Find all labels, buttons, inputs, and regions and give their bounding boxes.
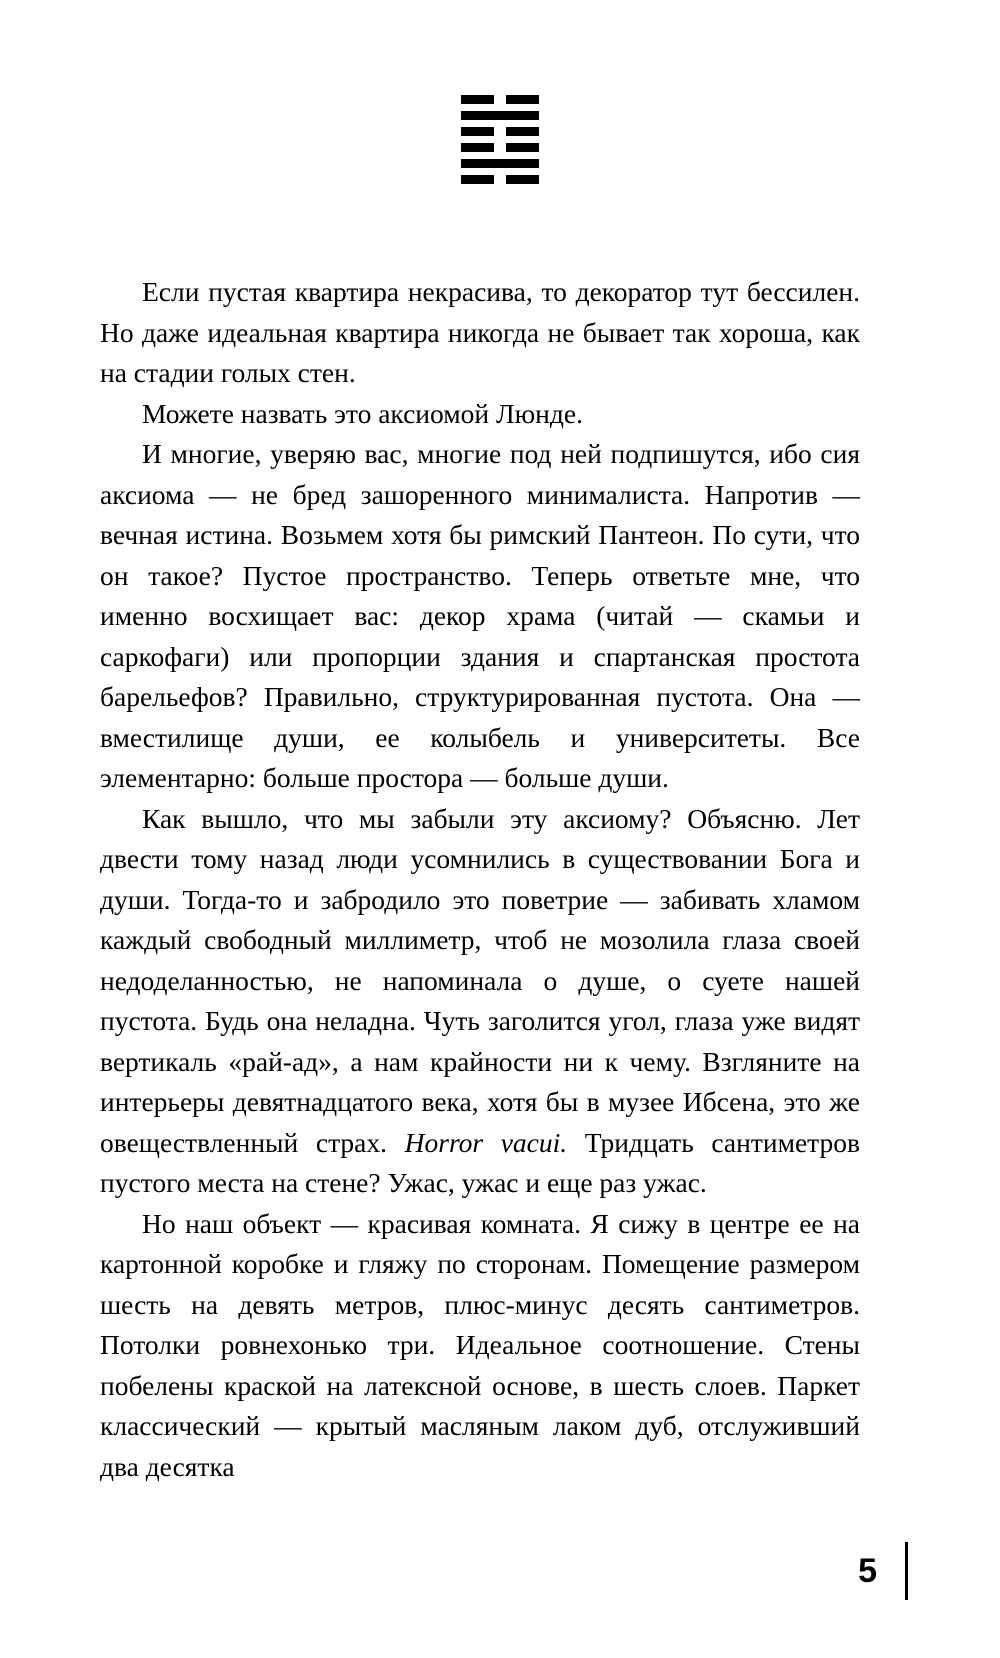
latin-phrase: Horror vacui. (404, 1126, 568, 1158)
paragraph: Но наш объект — красивая комната. Я сижу в центре ее на картонной коробке и гляжу по сторонам. Помещение размером шесть на девять метров, плюс-минус десять сантиметров. Потолки ровнехонько три. Идеальное соотношение. Стены побелены краской на латексной основе, в шесть слоев. Паркет классический — крытый масляным лаком дуб, отслуживший два десятка (100, 1207, 860, 1482)
hexagram-line-3 (461, 127, 539, 136)
hexagram-line-1 (461, 95, 539, 104)
paragraph-part: Тридцать сантиметров пустого места на стене? Ужас, ужас и еще раз ужас. (100, 1126, 861, 1198)
hexagram-ornament-icon (0, 95, 1000, 184)
paragraph (100, 799, 860, 1204)
page-footer (858, 1542, 908, 1600)
hexagram-line-4 (461, 143, 539, 152)
footer-rule (905, 1542, 908, 1600)
paragraph: И многие, уверяю вас, многие под ней подпишутся, ибо сия аксиома — не бред зашоренного минималиста. Напротив — вечная истина. Возьмем хотя бы римский Пантеон. По сути, что он такое? Пустое пространство. Теперь ответьте мне, что именно восхищает вас: декор храма (читай — скамьи и саркофаги) или пропорции здания и спартанская простота барельефов? Правильно, структурированная пустота. Она — вместилище души, ее колыбель и университеты. Все элементарно: больше простора — больше души. (100, 438, 860, 793)
hexagram-line-5 (461, 159, 539, 168)
paragraph: Можете назвать это аксиомой Люнде. (142, 397, 583, 429)
hexagram-line-6 (461, 175, 539, 184)
paragraph-part: Как вышло, что мы забыли эту аксиому? Объясню. Лет двести тому назад люди усомнились в существовании Бога и души. Тогда-то и забродило это поветрие — забивать хламом каждый свободный миллиметр, чтоб не мозолила глаза своей недоделанностью, не напоминала о душе, о суете нашей пустота. Будь она неладна. Чуть заголится угол, глаза уже видят вертикаль «рай-ад», а нам крайности ни к чему. Взгляните на интерьеры девятнадцатого века, хотя бы в музее Ибсена, это же овеществленный страх. (100, 802, 860, 1158)
paragraph: Если пустая квартира некрасива, то декоратор тут бессилен. Но даже идеальная квартира никогда не бывает так хороша, как на стадии голых стен. (100, 276, 860, 388)
page-body (100, 272, 860, 1487)
hexagram-line-2 (461, 111, 539, 120)
page-number: 5 (858, 1552, 877, 1590)
